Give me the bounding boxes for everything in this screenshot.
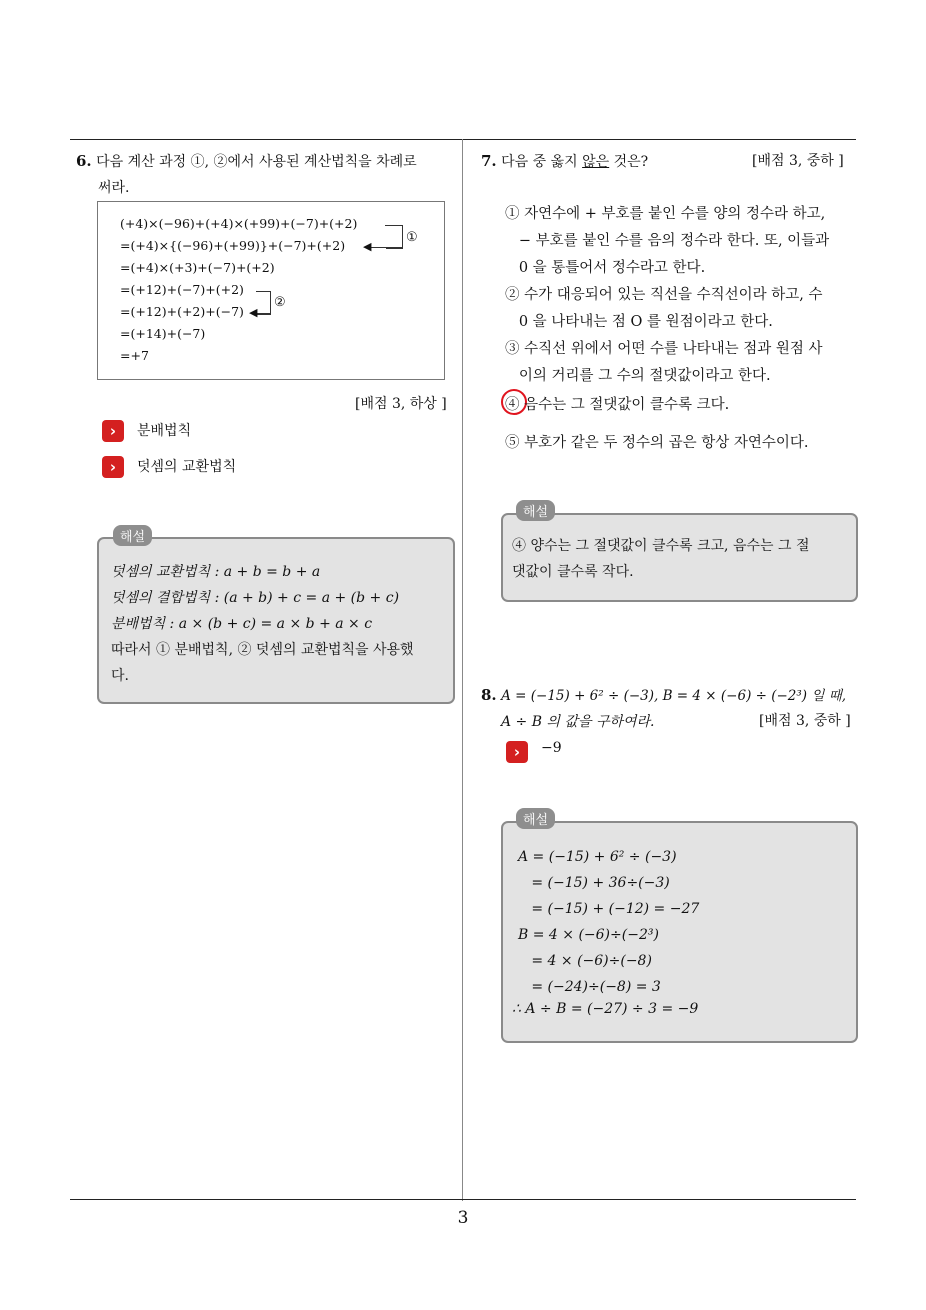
calc-line: =(+14)+(−7) — [120, 326, 206, 341]
option-1-line1: ① 자연수에 + 부호를 붙인 수를 양의 정수라 하고, — [505, 206, 826, 222]
question-8-number: 8. — [481, 686, 497, 704]
option-1-line3: 0 을 통틀어서 정수라고 한다. — [505, 260, 706, 276]
calculation-box — [97, 201, 445, 380]
top-rule — [70, 139, 856, 140]
explanation-line: 분배법칙 : a × (b + c) = a × b + a × c — [111, 616, 373, 632]
explanation-line: 다. — [111, 668, 129, 684]
question-8-text-line2: A ÷ B 의 값을 구하여라. — [501, 714, 655, 730]
bottom-rule — [70, 1199, 856, 1200]
option-5: ⑤ 부호가 같은 두 정수의 곱은 항상 자연수이다. — [505, 435, 809, 451]
answer-chevron-icon: › — [506, 741, 528, 763]
bracket-2 — [256, 291, 271, 315]
question-7-text-post: 것은? — [609, 154, 649, 170]
question-8-explanation — [501, 821, 858, 1043]
option-3-line1: ③ 수직선 위에서 어떤 수를 나타내는 점과 원점 사 — [505, 341, 823, 357]
explanation-line: = (−24)÷(−8) = 3 — [518, 979, 661, 995]
question-7-text-underlined: 않은 — [582, 154, 610, 170]
arrow-left-icon: ◀ — [249, 306, 258, 319]
calc-line: =(+12)+(−7)+(+2) — [120, 282, 244, 297]
option-2-line2: 0 을 나타내는 점 O 를 원점이라고 한다. — [505, 314, 773, 330]
option-2-line1: ② 수가 대응되어 있는 직선을 수직선이라 하고, 수 — [505, 287, 823, 303]
explanation-tag: 해설 — [113, 525, 152, 546]
question-6-answer-2: 덧셈의 교환법칙 — [137, 459, 237, 475]
calc-line: =(+12)+(+2)+(−7) — [120, 304, 244, 319]
bracket-2-mark: ② — [274, 295, 286, 310]
explanation-tag: 해설 — [516, 500, 555, 521]
option-3-line2: 이의 거리를 그 수의 절댓값이라고 한다. — [505, 368, 771, 384]
column-divider — [462, 139, 463, 1201]
question-6-number: 6. — [76, 152, 92, 170]
option-4: ④ 음수는 그 절댓값이 클수록 크다. — [505, 397, 730, 413]
answer-chevron-icon: › — [102, 456, 124, 478]
question-6-explanation — [97, 537, 455, 704]
question-7 — [481, 148, 648, 175]
explanation-tag: 해설 — [516, 808, 555, 829]
question-6-text-line1: 다음 계산 과정 ①, ②에서 사용된 계산법칙을 차례로 — [96, 154, 417, 170]
question-6 — [76, 148, 461, 201]
question-8-text-line1: A = (−15) + 6² ÷ (−3), B = 4 × (−6) ÷ (−2³) 일 때, — [501, 688, 847, 704]
question-7-text-pre: 다음 중 옳지 — [501, 154, 583, 170]
question-7-score: [배점 3, 중하 ] — [752, 153, 844, 169]
explanation-line: = (−15) + (−12) = −27 — [518, 901, 700, 917]
explanation-line: A = (−15) + 6² ÷ (−3) — [518, 849, 677, 865]
answer-chevron-icon: › — [102, 420, 124, 442]
question-8-answer: −9 — [541, 740, 562, 756]
question-7-number: 7. — [481, 152, 497, 170]
explanation-line: ④ 양수는 그 절댓값이 클수록 크고, 음수는 그 절 — [512, 538, 810, 554]
explanation-line: = 4 × (−6)÷(−8) — [518, 953, 652, 969]
calc-line: =+7 — [120, 348, 149, 363]
explanation-line: 덧셈의 결합법칙 : (a + b) + c = a + (b + c) — [111, 590, 400, 606]
bracket-1-arrow-line — [370, 247, 402, 248]
question-6-text-line2: 써라. — [98, 180, 130, 196]
explanation-line: B = 4 × (−6)÷(−2³) — [518, 927, 659, 943]
option-1-line2: − 부호를 붙인 수를 음의 정수라 한다. 또, 이들과 — [505, 233, 830, 249]
question-6-score: [배점 3, 하상 ] — [355, 396, 447, 412]
explanation-line: 댓값이 클수록 작다. — [512, 564, 634, 580]
question-8-score: [배점 3, 중하 ] — [759, 713, 851, 729]
question-6-answer-1: 분배법칙 — [137, 423, 192, 439]
bracket-1-mark: ① — [406, 230, 418, 245]
explanation-line: 따라서 ① 분배법칙, ② 덧셈의 교환법칙을 사용했 — [111, 642, 414, 658]
arrow-left-icon: ◀ — [363, 240, 372, 253]
explanation-line: ∴ A ÷ B = (−27) ÷ 3 = −9 — [512, 1001, 699, 1017]
calc-line: (+4)×(−96)+(+4)×(+99)+(−7)+(+2) — [120, 216, 358, 231]
bracket-1 — [386, 225, 403, 249]
bracket-2-arrow-line — [256, 313, 270, 314]
explanation-line: 덧셈의 교환법칙 : a + b = b + a — [111, 564, 321, 580]
explanation-line: = (−15) + 36÷(−3) — [518, 875, 670, 891]
page-number: 3 — [457, 1208, 469, 1228]
question-7-explanation — [501, 513, 858, 602]
calc-line: =(+4)×(+3)+(−7)+(+2) — [120, 260, 275, 275]
calc-line: =(+4)×{(−96)+(+99)}+(−7)+(+2) — [120, 238, 346, 253]
